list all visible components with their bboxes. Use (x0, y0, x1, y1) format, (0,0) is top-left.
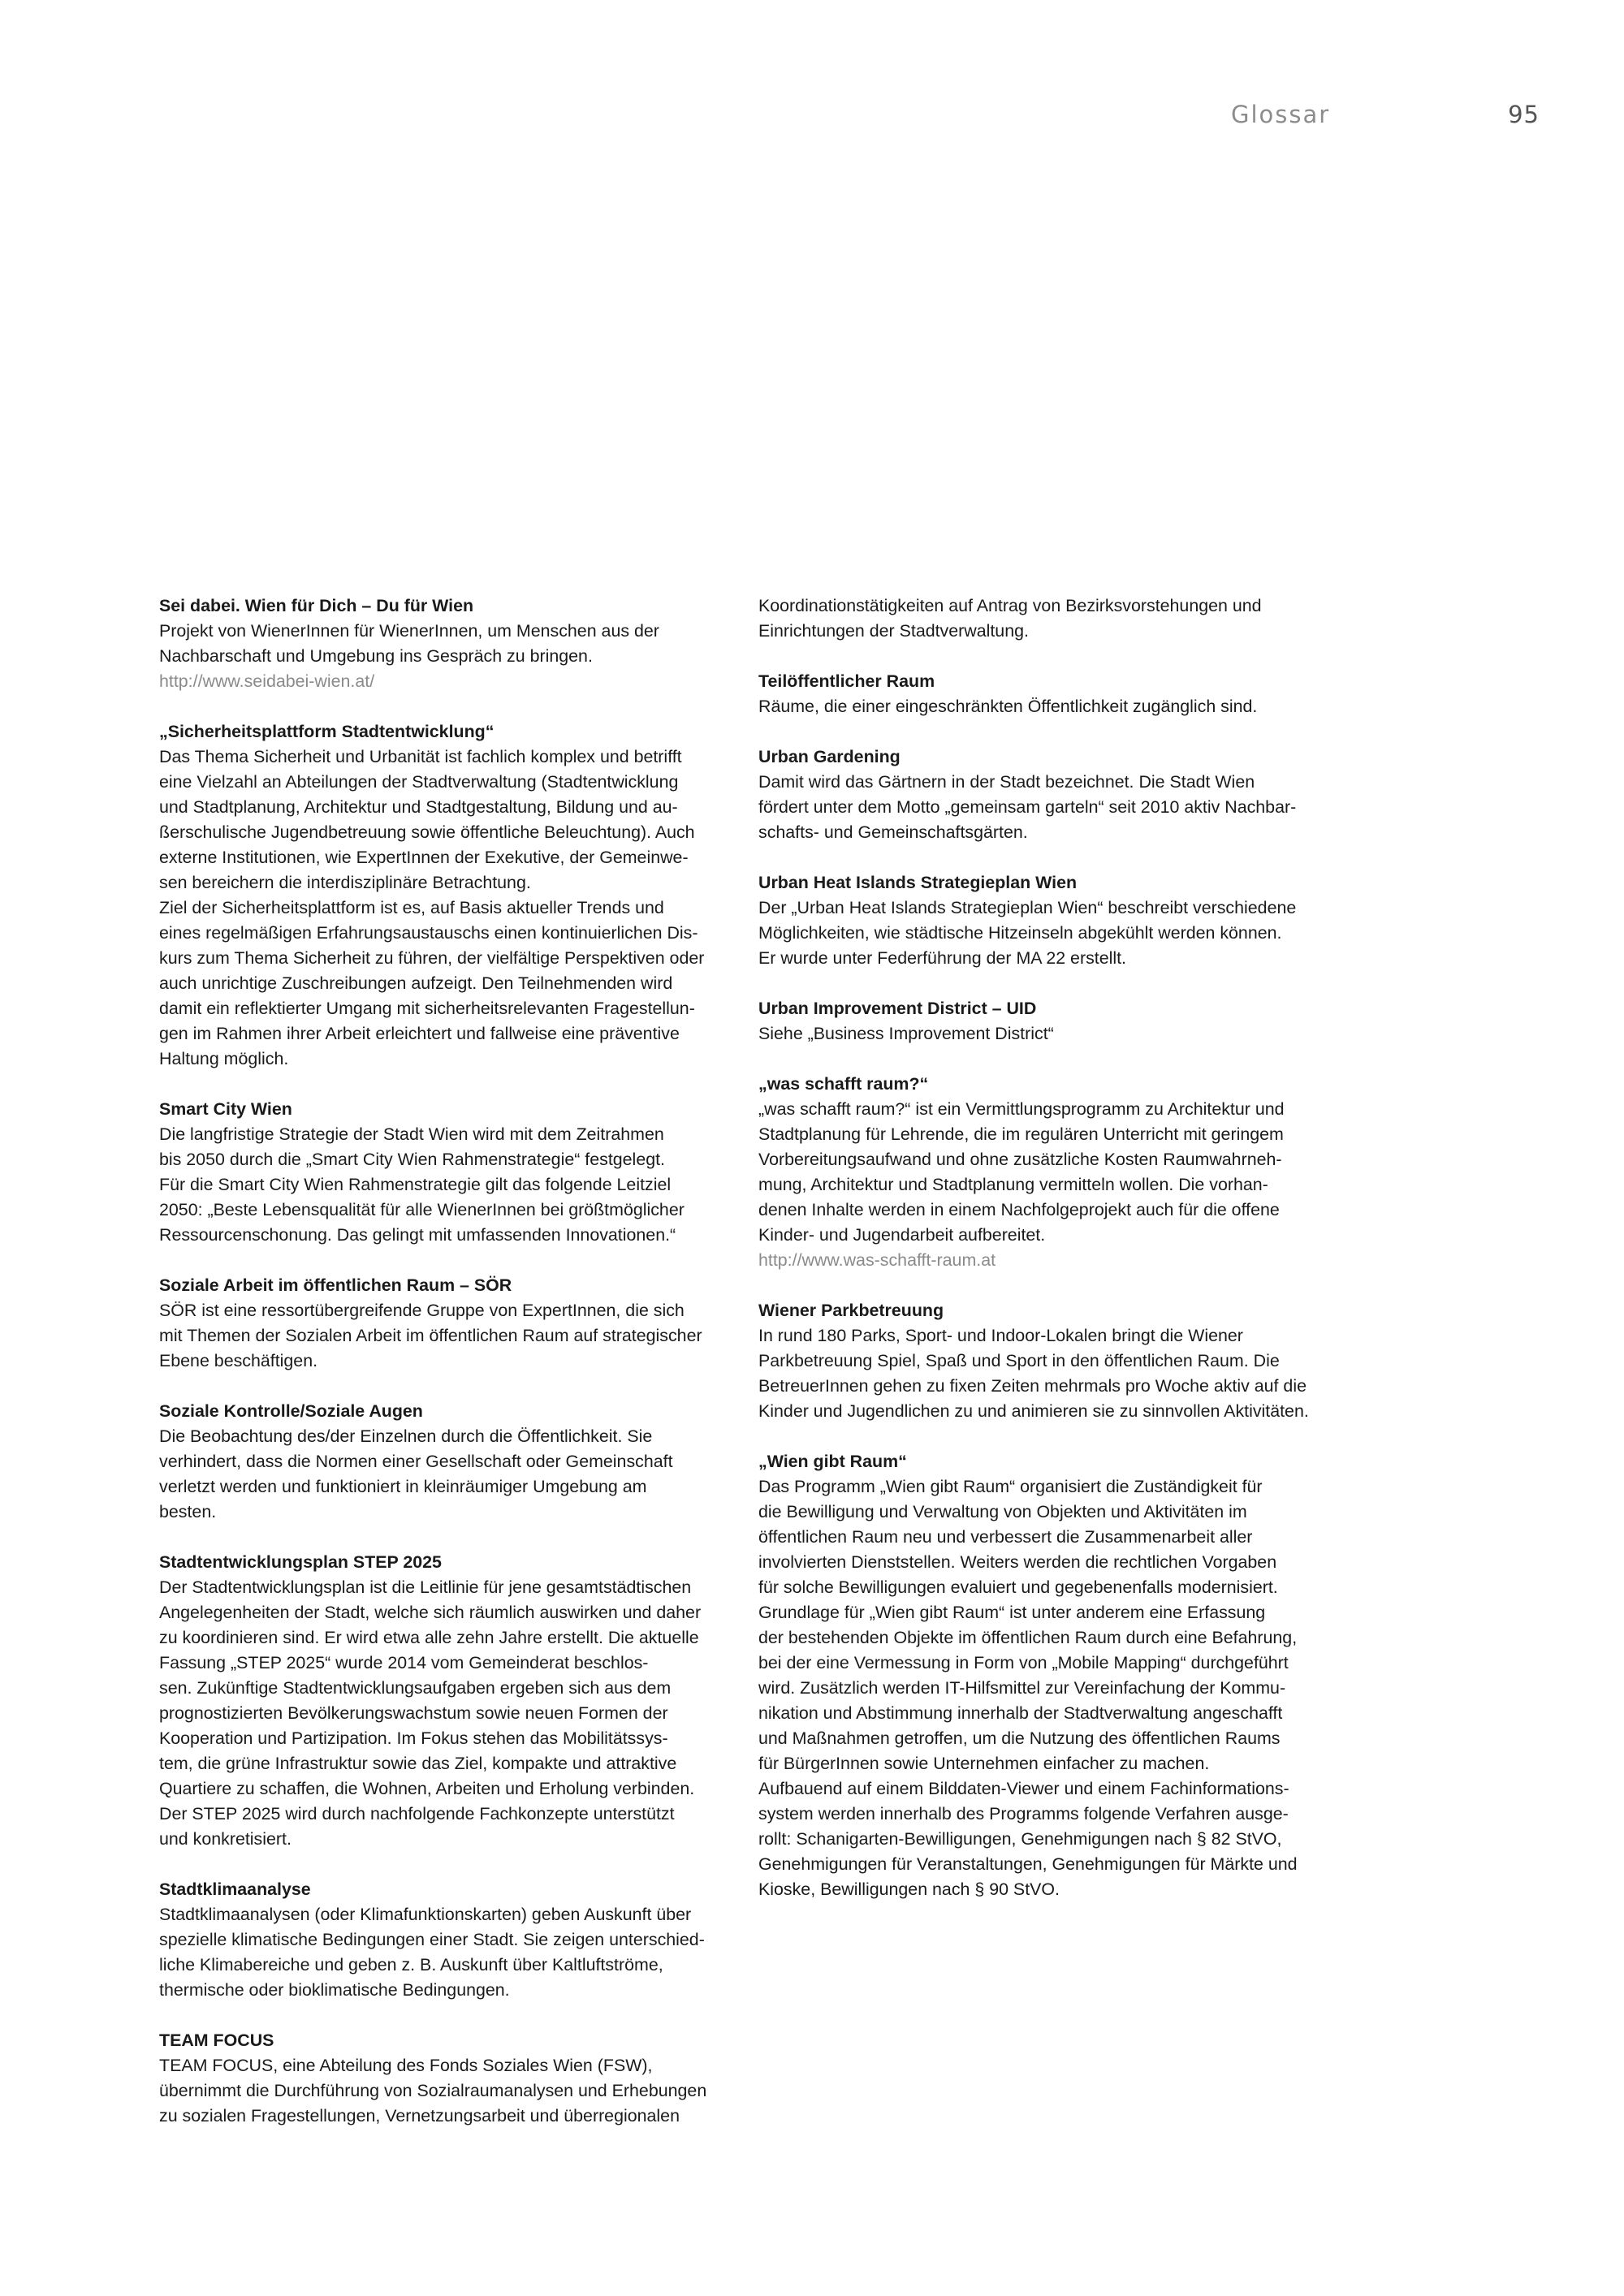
glossary-term: Urban Improvement District – UID (758, 999, 1037, 1018)
glossary-definition: Der Stadtentwicklungsplan ist die Leitlinie für jene gesamtstädtischen Angelegenheiten der Stadt, welche sich räumlich auswirken und daher zu koordinieren sind. Er wird etwa alle zehn Jahre erstellt. Die aktuelle Fassung „STEP 2025“ wurde 2014 vom Gemeinderat beschlos- sen. Zukünftige Stadtentwicklungsaufgaben ergeben sich aus dem prognostizierten Bevölkerungswachstum sowie neuen Formen der Kooperation und Partizipation. Im Fokus stehen das Mobilitätssys- tem, die grüne Infrastruktur sowie das Ziel, kompakte und attraktive Quartiere zu schaffen, die Wohnen, Arbeiten und Erholung verbinden. Der STEP 2025 wird durch nachfolgende Fachkonzepte unterstützt und konkretisiert. (159, 1577, 702, 1849)
glossary-definition: Koordinationstätigkeiten auf Antrag von Bezirksvorstehungen und Einrichtungen der Stadtverwaltung. (758, 596, 1262, 641)
glossary-definition: Räume, die einer eingeschränkten Öffentlichkeit zugänglich sind. (758, 697, 1258, 716)
glossary-definition: Die Beobachtung des/der Einzelnen durch die Öffentlichkeit. Sie verhindert, dass die Normen einer Gesellschaft oder Gemeinschaft verletzt werden und funktioniert in kleinräumiger Umgebung am besten. (159, 1426, 673, 1521)
glossary-definition: In rund 180 Parks, Sport- und Indoor-Lokalen bringt die Wiener Parkbetreuung Spiel, Spaß und Sport in den öffentlichen Raum. Die BetreuerInnen gehen zu fixen Zeiten mehrmals pro Woche aktiv auf die Kinder und Jugendlichen zu und animieren sie zu sinnvollen Aktivitäten. (758, 1326, 1309, 1421)
glossary-link[interactable]: http://www.was-schafft-raum.at (758, 1250, 996, 1270)
glossary-term: Sei dabei. Wien für Dich – Du für Wien (159, 596, 474, 615)
glossary-term: Urban Gardening (758, 747, 901, 766)
glossary-term: TEAM FOCUS (159, 2031, 274, 2050)
glossary-definition: TEAM FOCUS, eine Abteilung des Fonds Soziales Wien (FSW), übernimmt die Durchführung von Sozialraumanalysen und Erhebungen zu sozialen Fragestellungen, Vernetzungsarbeit und überregionalen (159, 2056, 707, 2126)
glossary-term: Urban Heat Islands Strategieplan Wien (758, 873, 1078, 892)
glossary-entry (758, 996, 1327, 1047)
glossary-entry (758, 1072, 1327, 1273)
glossary-column-right (758, 593, 1327, 1927)
section-title: Glossar (1231, 101, 1331, 128)
glossary-definition: Siehe „Business Improvement District“ (758, 1024, 1054, 1043)
glossary-column-left (159, 593, 728, 2154)
glossary-definition: „was schafft raum?“ ist ein Vermittlungsprogramm zu Architektur und Stadtplanung für Lehrende, die im regulären Unterricht mit geringem Vorbereitungsaufwand und ohne zusätzliche Kosten Raumwahrneh- mung, Architektur und Stadtplanung vermitteln wollen. Die vorhan- denen Inhalte werden in einem Nachfolgeprojekt auch für die offene Kinder- und Jugendarbeit aufbereitet. (758, 1099, 1285, 1245)
glossary-entry (159, 1399, 728, 1525)
glossary-entry (159, 1273, 728, 1374)
glossary-term: Stadtentwicklungsplan STEP 2025 (159, 1552, 442, 1572)
glossary-term: Soziale Arbeit im öffentlichen Raum – SÖR (159, 1275, 512, 1295)
glossary-entry (159, 1877, 728, 2003)
glossary-entry (758, 1449, 1327, 1902)
glossary-entry (758, 1298, 1327, 1424)
glossary-term: „Sicherheitsplattform Stadtentwicklung“ (159, 722, 495, 741)
glossary-link[interactable]: http://www.seidabei-wien.at/ (159, 671, 375, 691)
glossary-definition: Stadtklimaanalysen (oder Klimafunktionskarten) geben Auskunft über spezielle klimatische Bedingungen einer Stadt. Sie zeigen unterschied- liche Klimabereiche und geben z. B. Auskunft über Kaltluftströme, thermische oder bioklimatische Bedingungen. (159, 1905, 705, 2000)
glossary-term: „was schafft raum?“ (758, 1074, 929, 1094)
glossary-term: Stadtklimaanalyse (159, 1880, 311, 1899)
glossary-definition: Die langfristige Strategie der Stadt Wien wird mit dem Zeitrahmen bis 2050 durch die „Smart City Wien Rahmenstrategie“ festgelegt. Für die Smart City Wien Rahmenstrategie gilt das folgende Leitziel 2050: „Beste Lebensqualität für alle WienerInnen bei größtmöglicher Ressourcenschonung. Das gelingt mit umfassenden Innovationen.“ (159, 1124, 685, 1245)
glossary-definition: Aufbauend auf einem Bilddaten-Viewer und einem Fachinformations- system werden innerhalb des Programms folgende Verfahren ausge- rollt: Schanigarten-Bewilligungen, Genehmigungen nach § 82 StVO, Genehmigungen für Veranstaltungen, Genehmigungen für Märkte und Kioske, Bewilligungen nach § 90 StVO. (758, 1779, 1298, 1899)
glossary-definition: Der „Urban Heat Islands Strategieplan Wien“ beschreibt verschiedene Möglichkeiten, wie städtische Hitzeinseln abgekühlt werden können. Er wurde unter Federführung der MA 22 erstellt. (758, 898, 1297, 968)
glossary-entry (758, 669, 1327, 719)
glossary-term: Soziale Kontrolle/Soziale Augen (159, 1401, 423, 1421)
glossary-term: Wiener Parkbetreuung (758, 1301, 944, 1320)
glossary-definition: Das Thema Sicherheit und Urbanität ist fachlich komplex und betrifft eine Vielzahl an Abteilungen der Stadtverwaltung (Stadtentwicklung und Stadtplanung, Architektur und Stadtgestaltung, Bildung und au- ßerschulische Jugendbetreuung sowie öffentliche Beleuchtung). Auch externe Institutionen, wie ExpertInnen der Exekutive, der Gemeinwe- sen bereichern die interdisziplinäre Betrachtung. (159, 747, 695, 892)
glossary-definition: SÖR ist eine ressortübergreifende Gruppe von ExpertInnen, die sich mit Themen der Sozialen Arbeit im öffentlichen Raum auf strategischer Ebene beschäftigen. (159, 1301, 702, 1370)
glossary-entry (758, 744, 1327, 845)
glossary-entry (758, 593, 1327, 644)
glossary-term: „Wien gibt Raum“ (758, 1452, 907, 1471)
glossary-entry (159, 1550, 728, 1852)
glossary-entry (159, 593, 728, 694)
glossary-term: Teilöffentlicher Raum (758, 671, 935, 691)
glossary-entry (159, 1097, 728, 1248)
glossary-entry (159, 2028, 728, 2129)
glossary-definition: Projekt von WienerInnen für WienerInnen, um Menschen aus der Nachbarschaft und Umgebung ins Gespräch zu bringen. (159, 621, 659, 666)
glossary-term: Smart City Wien (159, 1099, 292, 1119)
glossary-entry (758, 870, 1327, 971)
glossary-entry (159, 719, 728, 1072)
glossary-definition: Das Programm „Wien gibt Raum“ organisiert die Zuständigkeit für die Bewilligung und Verwaltung von Objekten und Aktivitäten im öffentlichen Raum neu und verbessert die Zusammenarbeit aller involvierten Dienststellen. Weiters werden die rechtlichen Vorgaben für solche Bewilligungen evaluiert und gegebenenfalls modernisiert. Grundlage für „Wien gibt Raum“ ist unter anderem eine Erfassung der bestehenden Objekte im öffentlichen Raum durch eine Befahrung, bei der eine Vermessung in Form von „Mobile Mapping“ durchgeführt wird. Zusätzlich werden IT-Hilfsmittel zur Vereinfachung der Kommu- nikation und Abstimmung innerhalb der Stadtverwaltung angeschafft und Maßnahmen getroffen, um die Nutzung des öffentlichen Raums für BürgerInnen sowie Unternehmen einfacher zu machen. (758, 1477, 1298, 1773)
glossary-definition: Damit wird das Gärtnern in der Stadt bezeichnet. Die Stadt Wien fördert unter dem Motto „gemeinsam garteln“ seit 2010 aktiv Nachbar- schafts- und Gemeinschaftsgärten. (758, 772, 1297, 842)
glossary-definition: Ziel der Sicherheitsplattform ist es, auf Basis aktueller Trends und eines regelmäßigen Erfahrungsaustauschs einen kontinuierlichen Dis- kurs zum Thema Sicherheit zu führen, der vielfältige Perspektiven oder auch unrichtige Zuschreibungen aufzeigt. Den Teilnehmenden wird damit ein reflektierter Umgang mit sicherheitsrelevanten Fragestellun- gen im Rahmen ihrer Arbeit erleichtert und fallweise eine präventive Haltung möglich. (159, 898, 705, 1068)
page-number: 95 (1508, 101, 1540, 128)
